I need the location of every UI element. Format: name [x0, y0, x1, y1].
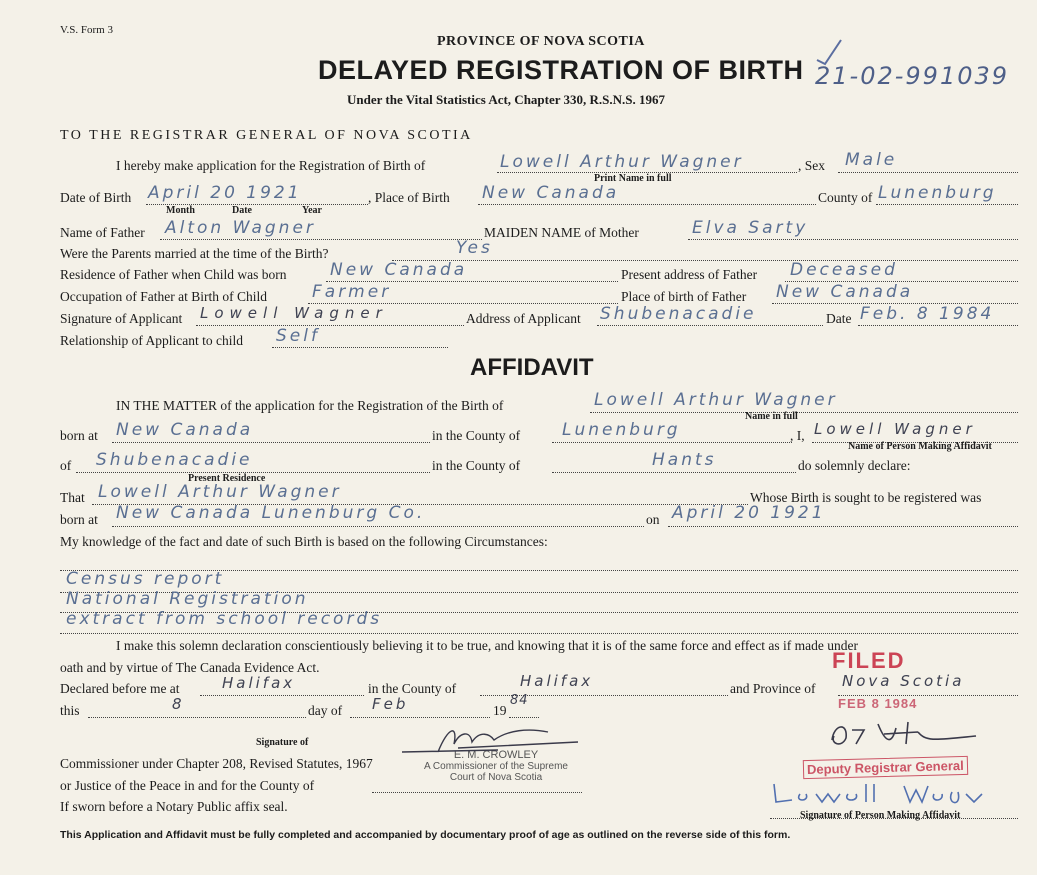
circumstance-2[interactable]: National Registration — [66, 589, 309, 609]
county-label-4: in the County of — [368, 681, 457, 696]
solemn-declaration-line-1: I make this solemn declaration conscientiously believing it to be true, and knowing that it is of the same force and effect as if made under — [116, 638, 859, 653]
commissioner-stamp-line-1: A Commissioner of the Supreme — [424, 761, 568, 772]
solemn-declaration-line-2: oath and by virtue of The Canada Evidence Act. — [60, 660, 320, 675]
residence-label: Residence of Father when Child was born — [60, 267, 287, 282]
of-label: of — [60, 458, 72, 473]
year-suffix-field[interactable]: 84 — [510, 693, 529, 708]
date-field[interactable]: Feb. 8 1984 — [860, 304, 995, 324]
i-label: , I, — [790, 428, 805, 443]
sex-label: , Sex — [798, 158, 825, 173]
present-address-label: Present address of Father — [621, 267, 758, 282]
circumstance-3[interactable]: extract from school records — [66, 609, 383, 629]
county-field[interactable]: Lunenburg — [878, 183, 997, 203]
occupation-label: Occupation of Father at Birth of Child — [60, 289, 267, 304]
sex-field[interactable]: Male — [845, 150, 898, 170]
on-label: on — [646, 512, 660, 527]
county-label-2: in the County of — [432, 428, 521, 443]
county-label: County of — [818, 190, 873, 205]
footer-note: This Application and Affidavit must be fully completed and accompanied by documentary proof of age as outlined on the reverse side of this form. — [60, 829, 791, 841]
affidavit-heading: AFFIDAVIT — [470, 354, 594, 381]
filed-date-stamp: FEB 8 1984 — [838, 696, 918, 711]
year-prefix-label: 19 — [493, 703, 507, 718]
commissioner-stamp-line-2: Court of Nova Scotia — [449, 772, 543, 783]
affidavit-county-field[interactable]: Lunenburg — [562, 420, 681, 440]
print-name-caption: Print Name in full — [594, 173, 672, 184]
province-field[interactable]: Nova Scotia — [842, 672, 965, 690]
born-at-place-field[interactable]: New Canada Lunenburg Co. — [116, 503, 426, 523]
mother-name-label: MAIDEN NAME of Mother — [484, 225, 639, 240]
mother-name-field[interactable]: Elva Sarty — [692, 218, 809, 238]
signature-of-caption: Signature of — [256, 737, 309, 748]
page-title: DELAYED REGISTRATION OF BIRTH — [318, 55, 804, 85]
applicant-signature-label: Signature of Applicant — [60, 311, 183, 326]
applicant-signature-field[interactable]: Lowell Wagner — [200, 304, 388, 322]
declared-county-field[interactable]: Halifax — [520, 672, 594, 690]
month-caption: Month — [166, 205, 195, 216]
deputy-registrar-stamp: Deputy Registrar General — [803, 756, 968, 779]
relationship-label: Relationship of Applicant to child — [60, 333, 243, 348]
matter-label: IN THE MATTER of the application for the Registration of the Birth of — [116, 398, 504, 413]
notary-line: If sworn before a Notary Public affix seal. — [60, 799, 288, 814]
that-name-field[interactable]: Lowell Arthur Wagner — [98, 482, 342, 502]
province-heading: PROVINCE OF NOVA SCOTIA — [437, 34, 645, 49]
addressee-line: TO THE REGISTRAR GENERAL OF NOVA SCOTIA — [60, 128, 473, 143]
declared-at-field[interactable]: Halifax — [222, 674, 296, 692]
date-label: Date — [826, 311, 852, 326]
applicant-address-field[interactable]: Shubenacadie — [600, 304, 757, 324]
declared-label: Declared before me at — [60, 681, 180, 696]
year-caption: Year — [302, 205, 322, 216]
affiant-name-field[interactable]: Lowell Wagner — [814, 420, 976, 438]
father-name-field[interactable]: Alton Wagner — [165, 218, 316, 238]
child-name-field[interactable]: Lowell Arthur Wagner — [500, 152, 744, 172]
person-making-affidavit-caption: Name of Person Making Affidavit — [848, 441, 992, 452]
month-field[interactable]: Feb — [372, 695, 409, 713]
born-at-label-2: born at — [60, 512, 98, 527]
place-of-birth-field[interactable]: New Canada — [482, 183, 620, 203]
father-birthplace-field[interactable]: New Canada — [776, 282, 914, 302]
commissioner-signature — [398, 722, 588, 758]
relationship-field[interactable]: Self — [276, 326, 320, 346]
intro-label: I hereby make application for the Registration of Birth of — [116, 158, 426, 173]
form-number: V.S. Form 3 — [60, 24, 113, 36]
father-birthplace-label: Place of birth of Father — [621, 289, 747, 304]
date-caption: Date — [232, 205, 252, 216]
residence-field[interactable]: New Canada — [330, 260, 468, 280]
filed-stamp: FILED — [832, 648, 906, 673]
knowledge-label: My knowledge of the fact and date of such Birth is based on the following Circumstances: — [60, 534, 548, 549]
registrar-signature — [826, 714, 986, 754]
matter-name-field[interactable]: Lowell Arthur Wagner — [594, 390, 838, 410]
registration-number: 21-02-991039 — [815, 62, 1010, 90]
occupation-field[interactable]: Farmer — [312, 282, 392, 302]
on-date-field[interactable]: April 20 1921 — [672, 503, 826, 523]
commissioner-line: Commissioner under Chapter 208, Revised Statutes, 1967 — [60, 756, 373, 771]
justice-line: or Justice of the Peace in and for the County of — [60, 778, 315, 793]
whose-birth-label: Whose Birth is sought to be registered was — [750, 490, 982, 505]
county-label-3: in the County of — [432, 458, 521, 473]
check-mark-icon — [815, 38, 845, 66]
day-number-field[interactable]: 8 — [172, 695, 185, 713]
of-residence-field[interactable]: Shubenacadie — [96, 450, 253, 470]
born-at-field[interactable]: New Canada — [116, 420, 254, 440]
present-residence-caption: Present Residence — [188, 473, 266, 484]
name-in-full-caption: Name in full — [745, 411, 798, 422]
page-subtitle: Under the Vital Statistics Act, Chapter 330, R.S.N.S. 1967 — [347, 92, 666, 107]
born-at-label: born at — [60, 428, 98, 443]
present-address-field[interactable]: Deceased — [790, 260, 898, 280]
that-label: That — [60, 490, 85, 505]
married-label: Were the Parents married at the time of the Birth? — [60, 246, 329, 261]
residence-county-field[interactable]: Hants — [652, 450, 717, 470]
dob-field[interactable]: April 20 1921 — [148, 183, 302, 203]
affiant-signature-caption: Signature of Person Making Affidavit — [800, 810, 961, 821]
province-label: and Province of — [730, 681, 816, 696]
commissioner-stamp-name: E. M. CROWLEY — [453, 749, 539, 761]
this-label: this — [60, 703, 80, 718]
applicant-address-label: Address of Applicant — [466, 311, 581, 326]
place-of-birth-label: , Place of Birth — [368, 190, 450, 205]
circumstance-1[interactable]: Census report — [66, 569, 225, 589]
father-name-label: Name of Father — [60, 225, 145, 240]
declare-label: do solemnly declare: — [798, 458, 911, 473]
married-field[interactable]: Yes — [456, 238, 493, 258]
day-of-label: day of — [308, 703, 343, 718]
dob-label: Date of Birth — [60, 190, 132, 205]
